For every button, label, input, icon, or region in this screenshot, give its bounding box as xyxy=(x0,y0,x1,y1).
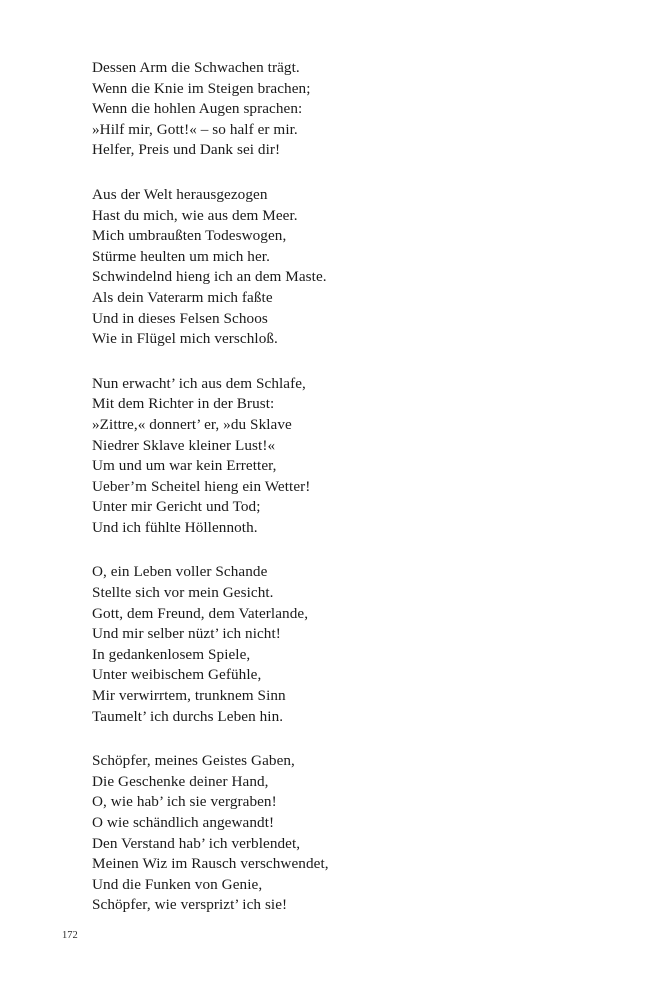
verse-line: Ueber’m Scheitel hieng ein Wetter! xyxy=(92,477,311,495)
poem-body xyxy=(92,58,572,916)
verse-line: Und ich fühlte Höllennoth. xyxy=(92,518,258,536)
verse-line: »Zittre,« donnert’ er, »du Sklave xyxy=(92,415,292,433)
verse-line: Mir verwirrtem, trunknem Sinn xyxy=(92,687,286,705)
verse-line: In gedankenlosem Spiele, xyxy=(92,645,251,663)
verse-line: Taumelt’ ich durchs Leben hin. xyxy=(92,707,284,725)
verse-line: Stellte sich vor mein Gesicht. xyxy=(92,584,274,602)
verse-line: Meinen Wiz im Rausch verschwendet, xyxy=(92,855,329,873)
verse-line: Schöpfer, wie versprizt’ ich sie! xyxy=(92,896,288,914)
verse-line: Und in dieses Felsen Schoos xyxy=(92,309,268,327)
verse-line: Mich umbraußten Todeswogen, xyxy=(92,227,287,245)
verse-line: Gott, dem Freund, dem Vaterlande, xyxy=(92,604,309,622)
verse-line: Schöpfer, meines Geistes Gaben, xyxy=(92,752,295,770)
verse-line: Wenn die Knie im Steigen brachen; xyxy=(92,79,311,97)
verse-line: Als dein Vaterarm mich faßte xyxy=(92,288,273,306)
stanza xyxy=(92,185,572,350)
verse-line: Die Geschenke deiner Hand, xyxy=(92,772,269,790)
verse-line: Dessen Arm die Schwachen trägt. xyxy=(92,59,300,76)
verse-line: Mit dem Richter in der Brust: xyxy=(92,395,275,413)
stanza xyxy=(92,562,572,727)
verse-line: Hast du mich, wie aus dem Meer. xyxy=(92,206,298,224)
verse-line: O, wie hab’ ich sie vergraben! xyxy=(92,793,277,811)
verse-line: Den Verstand hab’ ich verblendet, xyxy=(92,834,301,852)
page-number: 172 xyxy=(62,930,78,941)
verse-line: O wie schändlich angewandt! xyxy=(92,814,275,831)
verse-line: O, ein Leben voller Schande xyxy=(92,563,268,581)
verse-line: Nun erwacht’ ich aus dem Schlafe, xyxy=(92,374,306,392)
verse-line: Und mir selber nüzt’ ich nicht! xyxy=(92,625,281,643)
verse-line: Unter mir Gericht und Tod; xyxy=(92,498,261,516)
verse-line: Aus der Welt herausgezogen xyxy=(92,185,268,203)
verse-line: Wie in Flügel mich verschloß. xyxy=(92,330,278,348)
stanza xyxy=(92,58,572,161)
stanza xyxy=(92,751,572,916)
verse-line: Niedrer Sklave kleiner Lust!« xyxy=(92,436,276,454)
verse-line: Helfer, Preis und Dank sei dir! xyxy=(92,141,281,159)
verse-line: Stürme heulten um mich her. xyxy=(92,247,270,265)
verse-line: Um und um war kein Erretter, xyxy=(92,457,277,475)
verse-line: Unter weibischem Gefühle, xyxy=(92,666,262,684)
verse-line: Wenn die hohlen Augen sprachen: xyxy=(92,100,303,118)
verse-line: Und die Funken von Genie, xyxy=(92,875,263,893)
verse-line: »Hilf mir, Gott!« – so half er mir. xyxy=(92,120,298,138)
stanza xyxy=(92,374,572,539)
verse-line: Schwindelnd hieng ich an dem Maste. xyxy=(92,268,327,286)
